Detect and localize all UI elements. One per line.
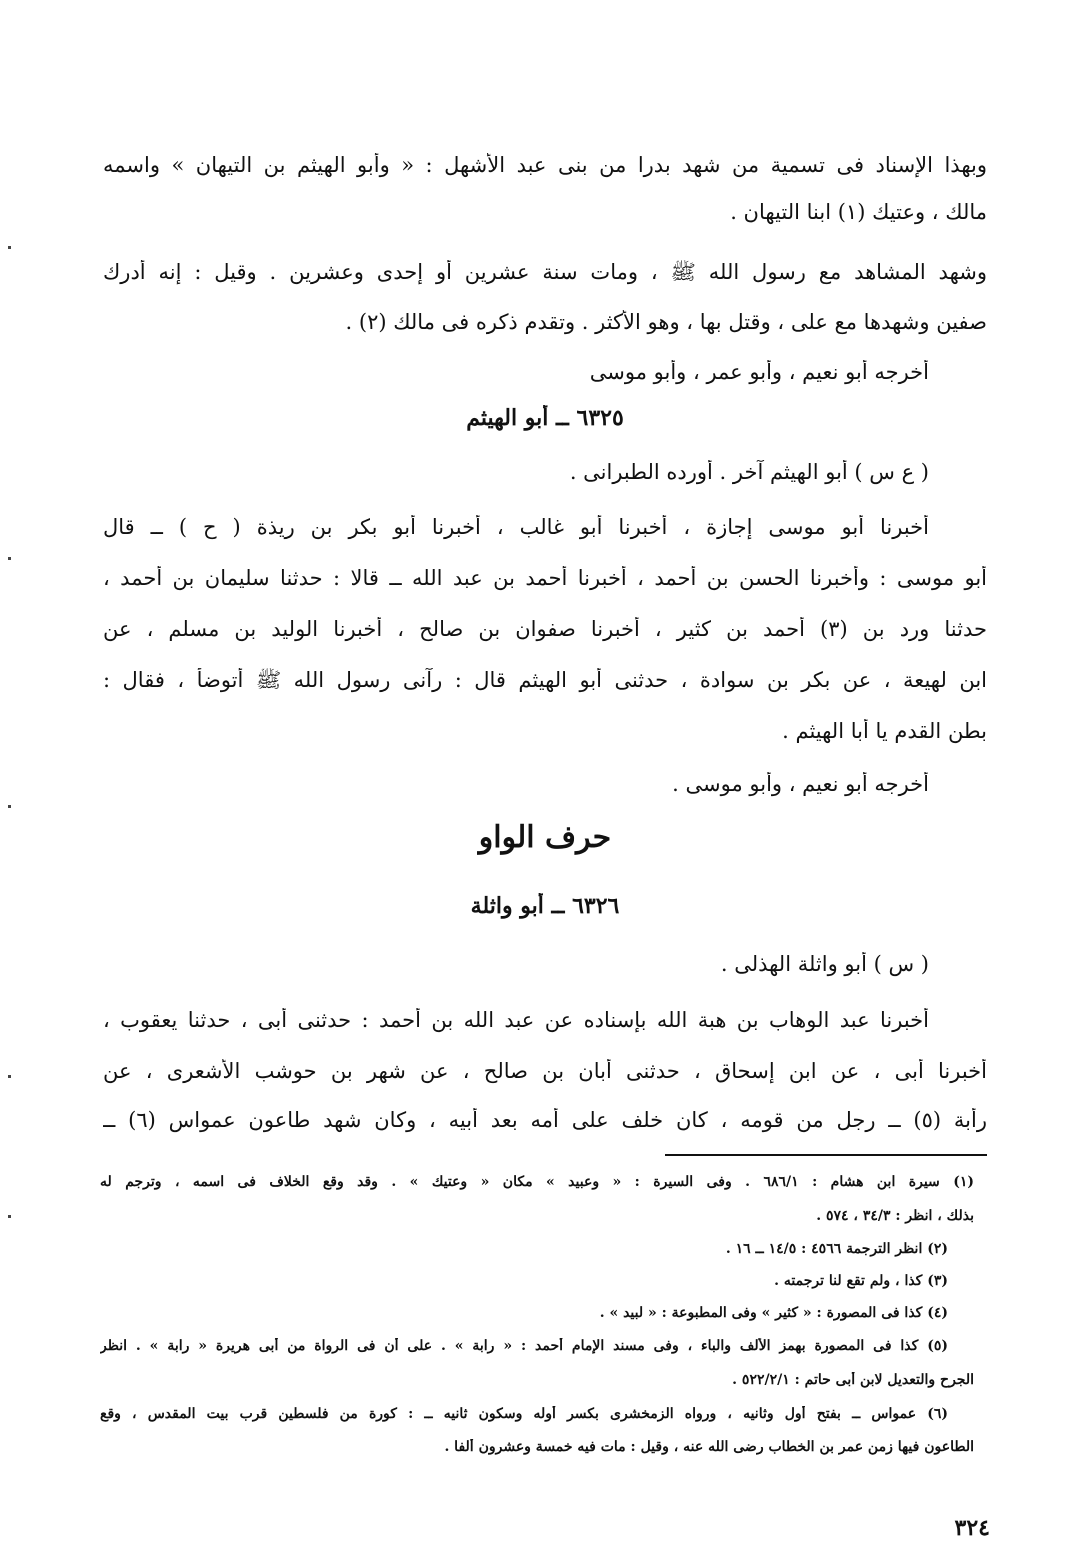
footnote-line: (٣) كذا ، ولم تقع لنا ترجمته . (774, 1273, 948, 1289)
paragraph-line: وشهد المشاهد مع رسول الله ﷺ ، ومات سنة عشرين أو إحدى وعشرين . وقيل : إنه أدرك (103, 260, 987, 284)
attribution-line: أخرجه أبو نعيم ، وأبو موسى . (672, 772, 929, 796)
footnote-line: (٢) انظر الترجمة ٤٥٦٦ : ١٤/٥ ــ ١٦ . (725, 1241, 948, 1257)
paragraph-line: وبهذا الإسناد فى تسمية من شهد بدرا من بنى عبد الأشهل : « وأبو الهيثم بن التيهان » واسمه (103, 153, 987, 177)
scan-speck (8, 246, 11, 249)
paragraph-line: ابن لهيعة ، عن بكر بن سوادة ، حدثنى أبو الهيثم قال : رآنى رسول الله ﷺ أتوضأ ، فقال : (103, 668, 987, 692)
paragraph-line: مالك ، وعتيك (١) ابنا التيهان . (730, 200, 987, 224)
section-heading: حرف الواو (478, 820, 612, 855)
scan-speck (8, 805, 11, 808)
paragraph-line: صفين وشهدها مع على ، وقتل بها ، وهو الأكثر . وتقدم ذكره فى مالك (٢) . (345, 310, 987, 334)
paragraph-line: حدثنا ورد بن (٣) أحمد بن كثير ، أخبرنا صفوان بن صالح ، أخبرنا الوليد بن مسلم ، عن (103, 617, 987, 641)
entry-heading: ٦٣٢٥ ــ أبو الهيثم (466, 405, 624, 431)
footnote-line: (١) سيرة ابن هشام : ٦٨٦/١ . وفى السيرة : « وعبيد » مكان « وعتيك » . وقد وقع الخلاف فى اسمه ، وترجم له (100, 1174, 974, 1190)
entry-heading: ٦٣٢٦ ــ أبو واثلة (470, 893, 620, 919)
scan-speck (8, 1075, 11, 1078)
paragraph-line: رأبة (٥) ــ رجل من قومه ، كان خلف على أمه بعد أبيه ، وكان شهد طاعون عمواس (٦) ــ (103, 1108, 987, 1132)
footnote-line: (٥) كذا فى المصورة بهمز الألف والباء ، وفى مسند الإمام أحمد : « رابة » . على أن فى الرواة من أبى هريرة « رابة » . انظر (100, 1338, 948, 1354)
paragraph-line: أبو موسى : وأخبرنا الحسن بن أحمد ، أخبرنا أحمد بن عبد الله ــ قالا : حدثنا سليمان بن أحمد ، (103, 566, 987, 590)
paragraph-line: أخبرنا أبو موسى إجازة ، أخبرنا أبو غالب ، أخبرنا أبو بكر بن ريذة ( ح ) ــ قال (103, 515, 929, 539)
footnote-line: (٤) كذا فى المصورة : « كثير » وفى المطبوعة : « لبيد » . (599, 1305, 948, 1321)
attribution-line: أخرجه أبو نعيم ، وأبو عمر ، وأبو موسى (589, 360, 929, 384)
footnote-line: (٦) عمواس ــ بفتح أول وثانيه ، ورواه الزمخشرى بكسر أوله وسكون ثانيه ــ : كورة من فلسطين قرب بيت المقدس ، وقع (100, 1406, 948, 1422)
scan-speck (8, 557, 11, 560)
page-number: ٣٢٤ (954, 1515, 990, 1541)
scan-speck (8, 1215, 11, 1218)
paragraph-line: أخبرنا عبد الوهاب بن هبة الله بإسناده عن عبد الله بن أحمد : حدثنى أبى ، حدثنا يعقوب ، (103, 1008, 929, 1032)
paragraph-line: أخبرنا أبى ، عن ابن إسحاق ، حدثنى أبان بن صالح ، عن شهر بن حوشب الأشعرى ، عن (103, 1059, 987, 1083)
paragraph-line: بطن القدم يا أبا الهيثم . (782, 719, 987, 743)
entry-intro: ( ع س ) أبو الهيثم آخر . أورده الطبرانى . (569, 460, 929, 484)
footnote-divider (665, 1154, 987, 1156)
footnote-line: بذلك ، انظر : ٣٤/٣ ، ٥٧٤ . (816, 1208, 974, 1224)
entry-intro: ( س ) أبو واثلة الهذلى . (720, 952, 929, 976)
footnote-line: الطاعون فيها زمن عمر بن الخطاب رضى الله عنه ، وقيل : مات فيه خمسة وعشرون ألفا . (444, 1439, 974, 1455)
footnote-line: الجرح والتعديل لابن أبى حاتم : ٥٢٢/٢/١ . (732, 1372, 974, 1388)
